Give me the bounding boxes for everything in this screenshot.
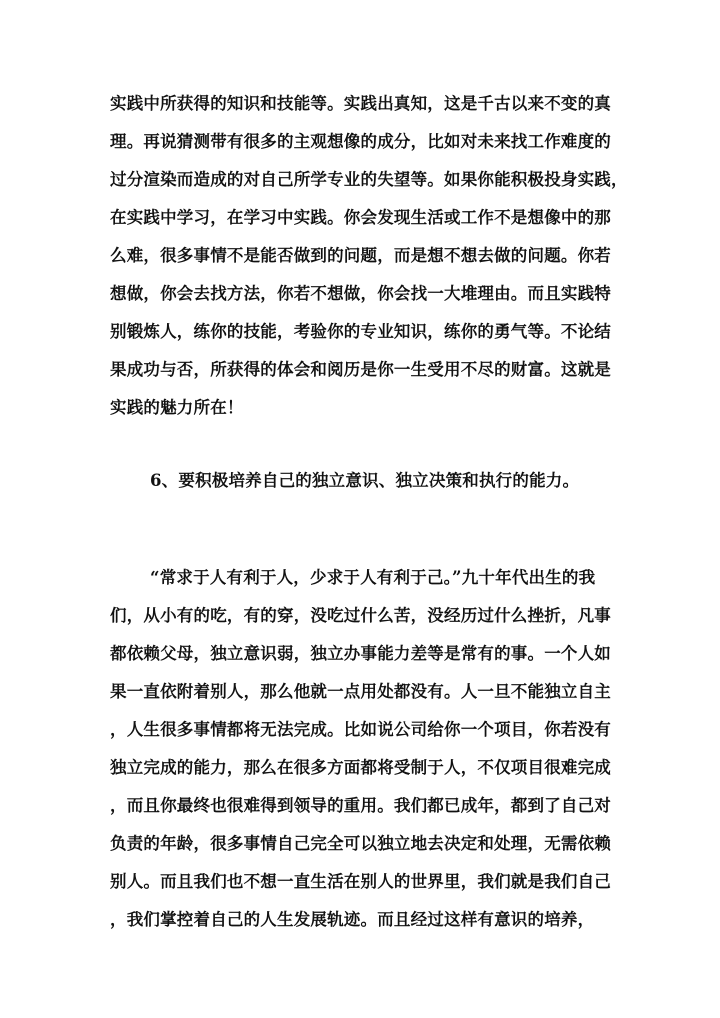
paragraph-line: 实践的魅力所在！ [110, 398, 244, 417]
paragraph-line: 果成功与否，所获得的体会和阅历是你一生受用不尽的财富。这就是 [110, 360, 611, 379]
paragraph-line: 想做，你会去找方法，你若不想做，你会找一大堆理由。而且实践特 [110, 284, 611, 303]
paragraph-line: 实践中所获得的知识和技能等。实践出真知，这是千古以来不变的真 [110, 94, 611, 113]
section-heading: 6、要积极培养自己的独立意识、独立决策和执行的能力。 [150, 471, 580, 490]
paragraph-line: ，而且你最终也很难得到领导的重用。我们都已成年，都到了自己对 [110, 796, 611, 815]
paragraph-line: 别锻炼人，练你的技能，考验你的专业知识，练你的勇气等。不论结 [110, 322, 611, 341]
paragraph-line: 过分渲染而造成的对自己所学专业的失望等。如果你能积极投身实践， [110, 170, 628, 189]
paragraph-line: 果一直依附着别人，那么他就一点用处都没有。人一旦不能独立自主 [110, 682, 611, 701]
paragraph-line: 都依赖父母，独立意识弱，独立办事能力差等是常有的事。一个人如 [110, 644, 611, 663]
paragraph-line: “常求于人有利于人，少求于人有利于己。”九十年代出生的我 [150, 568, 596, 587]
paragraph-line: 别人。而且我们也不想一直生活在别人的世界里，我们就是我们自己 [110, 872, 611, 891]
paragraph-line: 在实践中学习，在学习中实践。你会发现生活或工作不是想像中的那 [110, 208, 611, 227]
paragraph-line: ，我们掌控着自己的人生发展轨迹。而且经过这样有意识的培养， [110, 910, 595, 929]
paragraph-line: ，人生很多事情都将无法完成。比如说公司给你一个项目，你若没有 [110, 720, 611, 739]
paragraph-line: 么难，很多事情不是能否做到的问题，而是想不想去做的问题。你若 [110, 246, 611, 265]
paragraph-line: 们，从小有的吃，有的穿，没吃过什么苦，没经历过什么挫折，凡事 [110, 606, 611, 625]
paragraph-line: 负责的年龄，很多事情自己完全可以独立地去决定和处理，无需依赖 [110, 834, 611, 853]
paragraph-line: 理。再说猜测带有很多的主观想像的成分，比如对未来找工作难度的 [110, 132, 611, 151]
paragraph-line: 独立完成的能力，那么在很多方面都将受制于人，不仅项目很难完成 [110, 758, 611, 777]
